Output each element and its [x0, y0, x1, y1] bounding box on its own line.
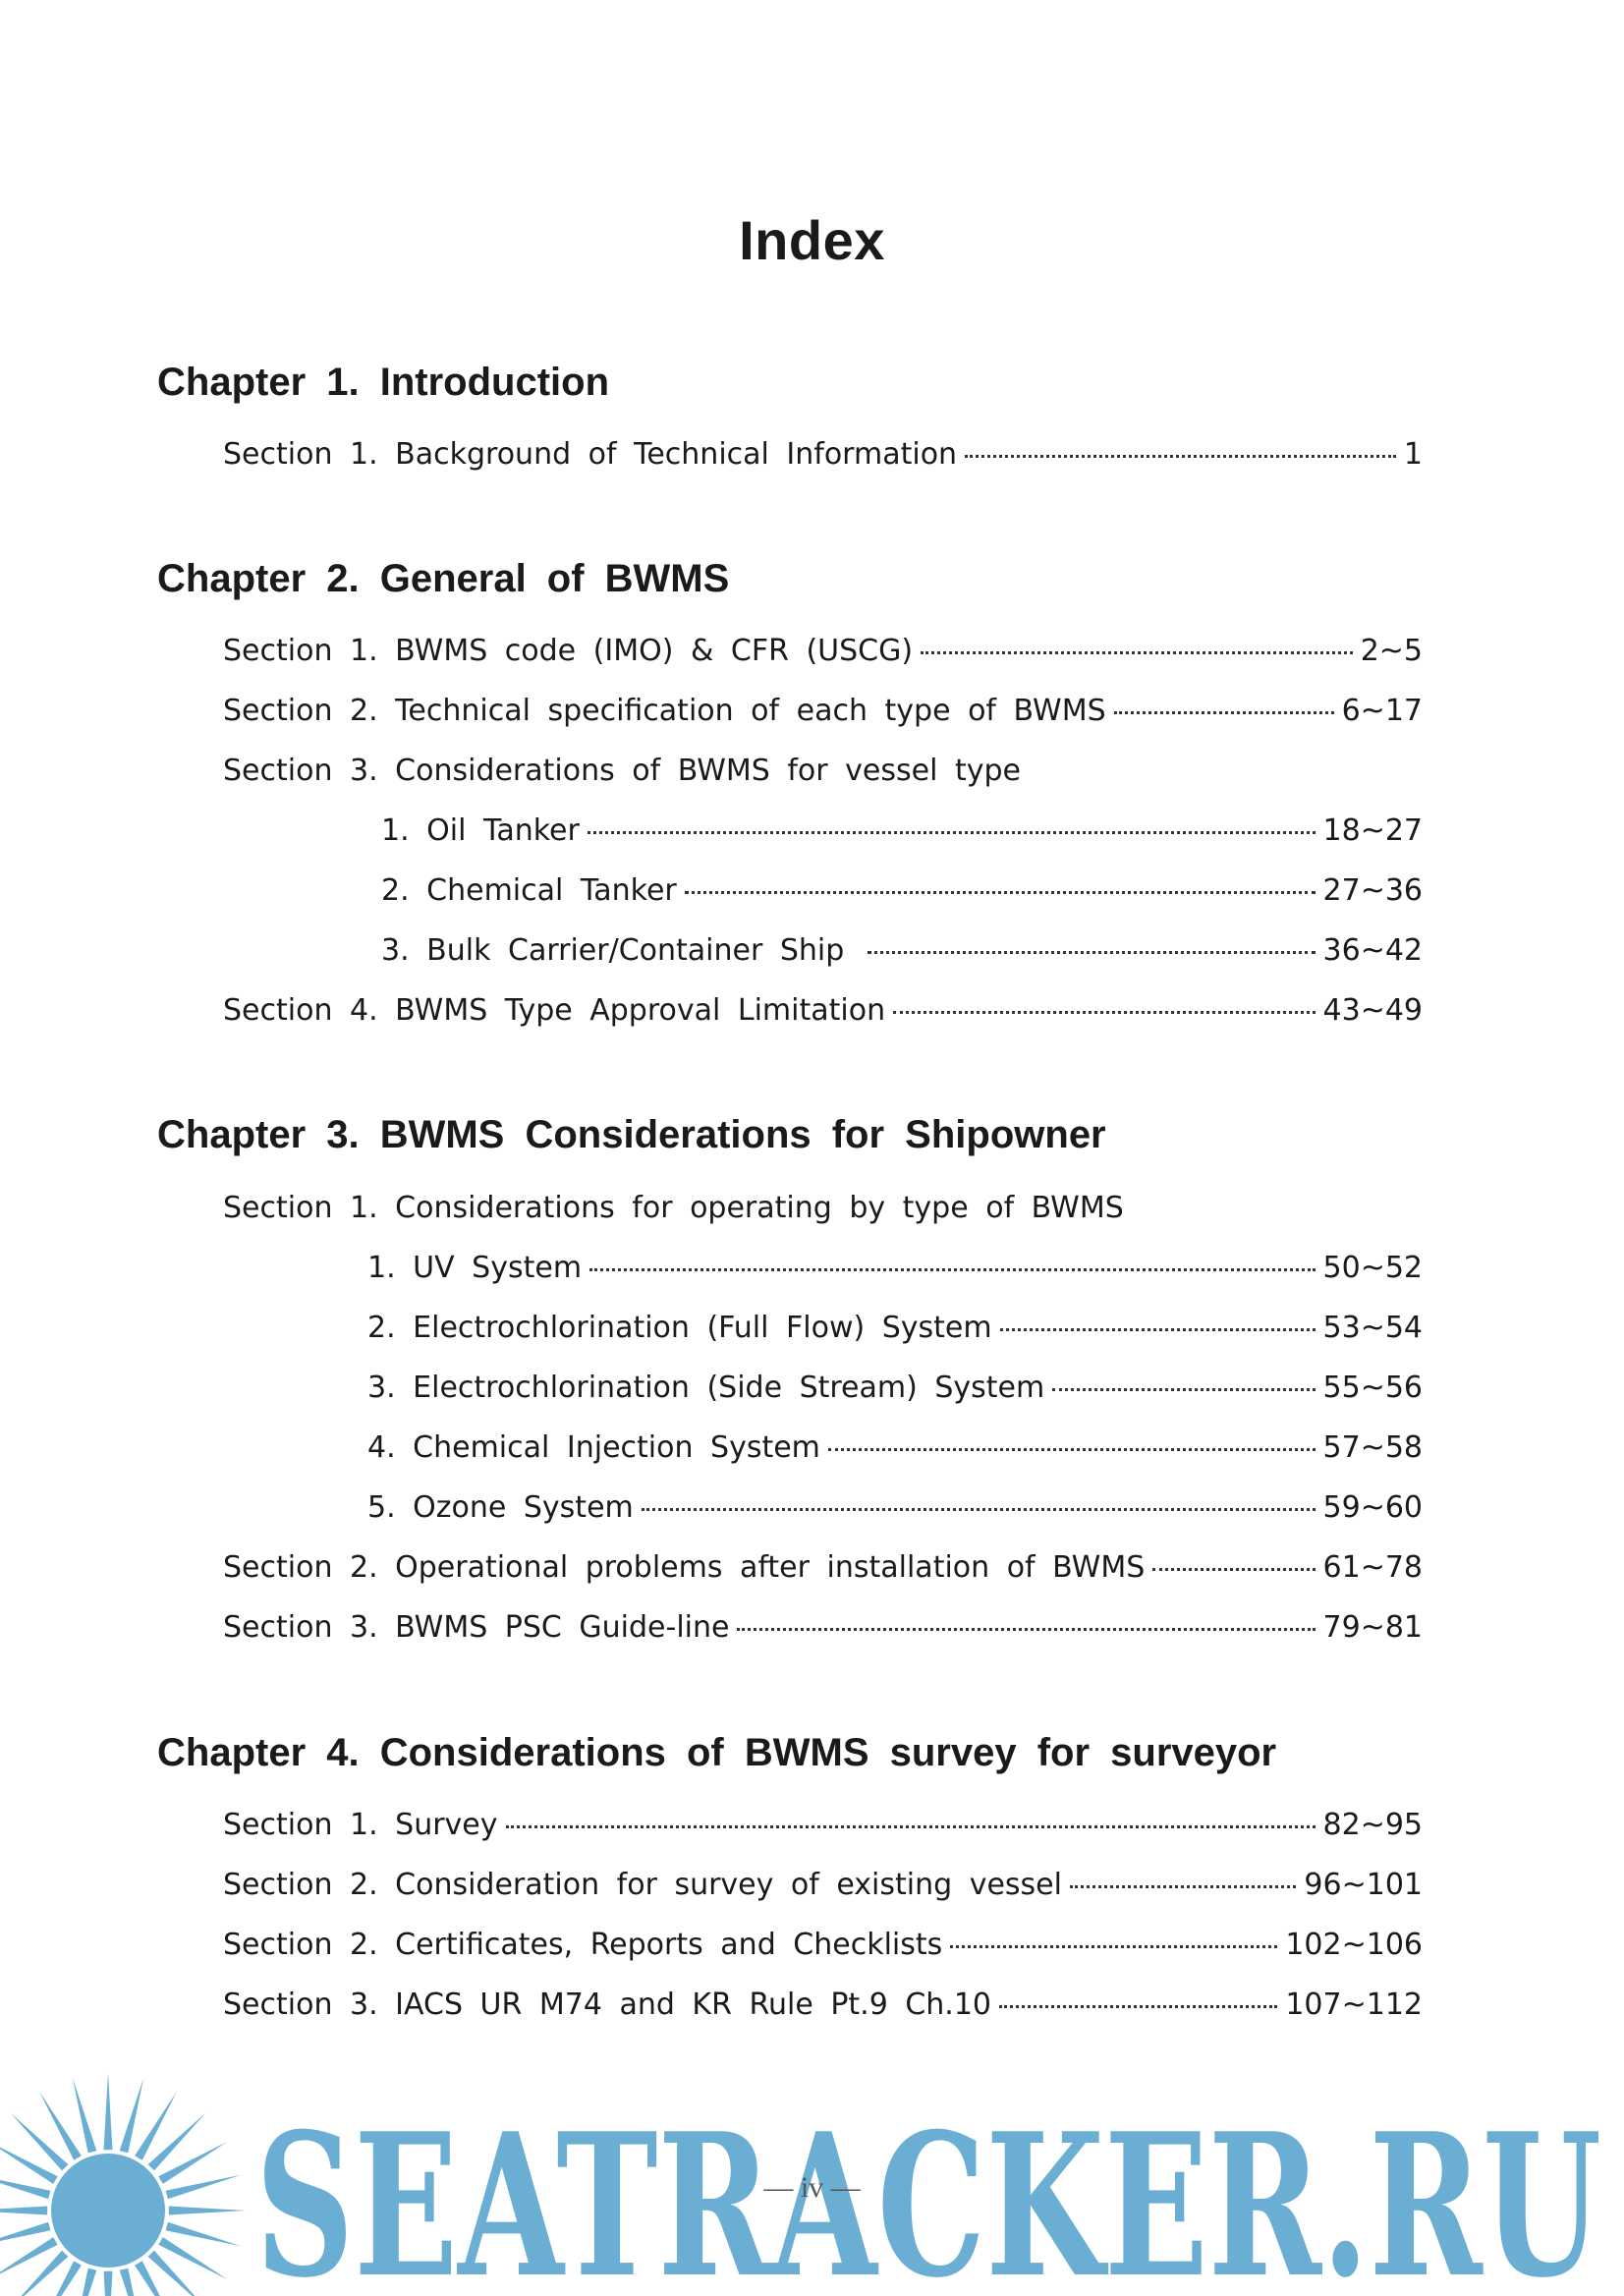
- toc-entry-text: 3. Electrochlorination (Side Stream) System: [367, 1371, 1045, 1405]
- dot-leader: [921, 651, 1353, 654]
- dot-leader: [999, 2005, 1277, 2008]
- toc-entry-page: 53~54: [1322, 1311, 1423, 1345]
- toc-entry-text: 3. Bulk Carrier/Container Ship: [381, 933, 845, 968]
- toc-entry[interactable]: [381, 933, 1423, 975]
- toc-entry-page: 107~112: [1285, 1988, 1423, 2022]
- toc-entry[interactable]: [381, 813, 1423, 855]
- toc-entry-page: 2~5: [1360, 634, 1423, 668]
- toc-entry-text: Section 3. IACS UR M74 and KR Rule Pt.9 Ch.10: [223, 1988, 992, 2022]
- page-number: — iv —: [763, 2171, 861, 2204]
- toc-entry[interactable]: [223, 1550, 1423, 1592]
- toc-entry-text: Section 2. Consideration for survey of existing vessel: [223, 1868, 1062, 1902]
- watermark-text: SEATRACKER.RU: [255, 2091, 1601, 2296]
- toc-entry-page: 61~78: [1322, 1550, 1423, 1585]
- chapter-heading: Chapter 3. BWMS Considerations for Shipowner: [157, 1113, 1106, 1156]
- toc-entry[interactable]: [381, 873, 1423, 915]
- chapter-heading: Chapter 1. Introduction: [157, 361, 609, 404]
- toc-entry-text: 2. Electrochlorination (Full Flow) System: [367, 1311, 992, 1345]
- toc-entry-page: 96~101: [1304, 1868, 1423, 1902]
- dot-leader: [1114, 711, 1334, 714]
- toc-entry[interactable]: [223, 1928, 1423, 1969]
- toc-entry-text: Section 3. BWMS PSC Guide-line: [223, 1610, 730, 1645]
- dot-leader: [828, 1448, 1316, 1451]
- toc-entry-page: 102~106: [1285, 1928, 1423, 1962]
- toc-entry-page: 43~49: [1322, 993, 1423, 1028]
- dot-leader: [685, 891, 1316, 894]
- toc-entry[interactable]: [367, 1490, 1423, 1532]
- toc-entry-page: 36~42: [1322, 933, 1423, 968]
- toc-entry-text: Section 3. Considerations of BWMS for vessel type: [223, 754, 1021, 788]
- dot-leader: [737, 1628, 1315, 1631]
- dot-leader: [588, 831, 1316, 834]
- toc-entry-page: 57~58: [1322, 1430, 1423, 1465]
- toc-entry[interactable]: [223, 754, 1423, 795]
- toc-entry-text: 1. UV System: [367, 1251, 583, 1285]
- toc-entry-text: 4. Chemical Injection System: [367, 1430, 820, 1465]
- dot-leader: [965, 455, 1396, 458]
- toc-entry-text: 2. Chemical Tanker: [381, 873, 677, 908]
- toc-entry[interactable]: [367, 1251, 1423, 1292]
- toc-entry[interactable]: [367, 1371, 1423, 1412]
- toc-entry-text: Section 2. Certificates, Reports and Checklists: [223, 1928, 943, 1962]
- toc-entry-page: 79~81: [1322, 1610, 1423, 1645]
- toc-entry-text: Section 1. BWMS code (IMO) & CFR (USCG): [223, 634, 914, 668]
- toc-entry[interactable]: [223, 1868, 1423, 1909]
- toc-entry-page: 50~52: [1322, 1251, 1423, 1285]
- toc-entry-page: 1: [1403, 437, 1423, 472]
- toc-entry-text: Section 1. Considerations for operating by type of BWMS: [223, 1191, 1124, 1225]
- dot-leader: [950, 1945, 1277, 1948]
- toc-entry[interactable]: [367, 1430, 1423, 1472]
- toc-entry-page: 6~17: [1341, 694, 1423, 728]
- toc-entry-page: 18~27: [1322, 813, 1423, 848]
- toc-entry[interactable]: [223, 1988, 1423, 2029]
- dot-leader: [1152, 1568, 1315, 1571]
- toc-entry-page: 82~95: [1322, 1808, 1423, 1842]
- toc-entry[interactable]: [223, 1191, 1423, 1232]
- page-title: Index: [739, 209, 885, 271]
- dot-leader: [1052, 1388, 1315, 1391]
- toc-entry-text: Section 1. Survey: [223, 1808, 498, 1842]
- toc-entry[interactable]: [223, 634, 1423, 675]
- toc-entry-text: Section 2. Operational problems after installation of BWMS: [223, 1550, 1146, 1585]
- chapter-heading: Chapter 2. General of BWMS: [157, 557, 730, 600]
- toc-entry[interactable]: [223, 437, 1423, 478]
- toc-entry-text: 1. Oil Tanker: [381, 813, 580, 848]
- toc-entry[interactable]: [223, 993, 1423, 1035]
- dot-leader: [1000, 1328, 1316, 1331]
- toc-entry[interactable]: [367, 1311, 1423, 1352]
- toc-entry-text: Section 1. Background of Technical Information: [223, 437, 958, 472]
- toc-entry-text: 5. Ozone System: [367, 1490, 634, 1525]
- dot-leader: [868, 951, 1315, 954]
- toc-entry-page: 55~56: [1322, 1371, 1423, 1405]
- chapter-heading: Chapter 4. Considerations of BWMS survey for surveyor: [157, 1731, 1277, 1774]
- toc-entry[interactable]: [223, 1610, 1423, 1652]
- dot-leader: [506, 1825, 1316, 1828]
- toc-entry[interactable]: [223, 1808, 1423, 1849]
- toc-entry[interactable]: [223, 694, 1423, 735]
- dot-leader: [893, 1011, 1315, 1014]
- dot-leader: [642, 1508, 1316, 1511]
- toc-entry-text: Section 2. Technical specification of each type of BWMS: [223, 694, 1106, 728]
- toc-entry-page: 27~36: [1322, 873, 1423, 908]
- dot-leader: [589, 1268, 1315, 1271]
- toc-entry-text: Section 4. BWMS Type Approval Limitation: [223, 993, 886, 1028]
- toc-entry-page: 59~60: [1322, 1490, 1423, 1525]
- dot-leader: [1070, 1885, 1296, 1888]
